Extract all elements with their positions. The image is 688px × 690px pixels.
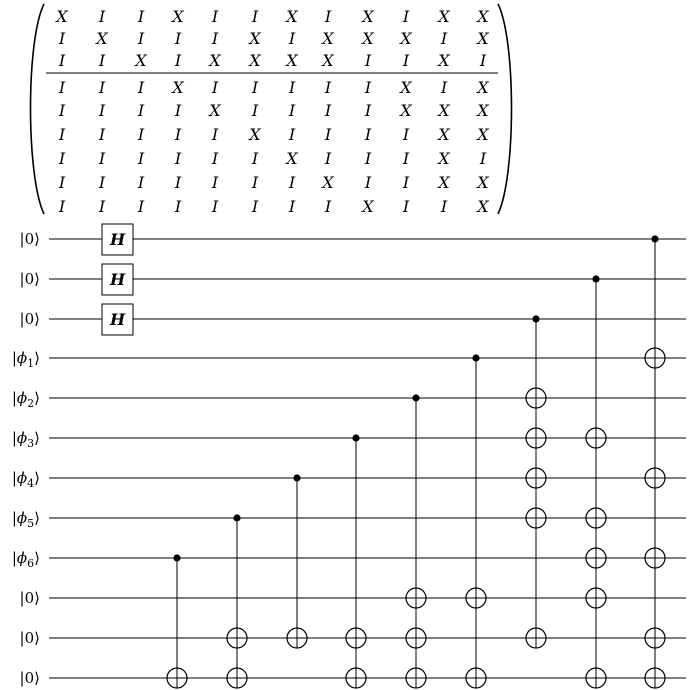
cnot-control-dot xyxy=(173,554,180,561)
matrix-entry: X xyxy=(438,173,450,192)
matrix-entry: I xyxy=(174,173,182,192)
matrix-entry: X xyxy=(438,101,450,120)
matrix-entry: X xyxy=(172,78,184,97)
matrix-entry: I xyxy=(440,197,448,216)
matrix-entry: X xyxy=(362,7,374,26)
matrix-entry: I xyxy=(440,29,448,48)
matrix-entry: I xyxy=(402,197,410,216)
cnot-control-dot xyxy=(412,394,419,401)
quantum-circuit xyxy=(12,224,686,688)
matrix-entry: I xyxy=(98,125,106,144)
matrix-entry: I xyxy=(98,78,106,97)
matrix-entry: I xyxy=(98,173,106,192)
matrix-entry: I xyxy=(364,125,372,144)
matrix-entry: I xyxy=(174,101,182,120)
cnot-control-dot xyxy=(293,474,300,481)
matrix-entry: I xyxy=(324,125,332,144)
matrix-entry: I xyxy=(137,149,145,168)
cnot-control-dot xyxy=(651,235,658,242)
matrix-entry: X xyxy=(477,7,489,26)
qubit-label: |0⟩ xyxy=(19,310,40,328)
qubit-label: $|\phi_5⟩$ xyxy=(11,509,40,530)
matrix-entry: I xyxy=(251,173,259,192)
matrix-entry: I xyxy=(402,173,410,192)
qubit-label: |0⟩ xyxy=(19,589,40,607)
matrix-entry: I xyxy=(251,149,259,168)
matrix-entry: X xyxy=(286,7,298,26)
matrix-entry: X xyxy=(400,29,412,48)
matrix-entry: X xyxy=(249,29,261,48)
matrix-entry: I xyxy=(324,101,332,120)
matrix-entry: X xyxy=(322,51,334,70)
matrix-entry: X xyxy=(438,125,450,144)
matrix-entry: I xyxy=(288,78,296,97)
matrix-entry: I xyxy=(288,101,296,120)
qubit-label: |0⟩ xyxy=(19,669,40,687)
qubit-label: |0⟩ xyxy=(19,230,40,248)
matrix-entry: I xyxy=(211,29,219,48)
cnot-control-dot xyxy=(352,434,359,441)
matrix-entry: I xyxy=(251,7,259,26)
matrix-entry: I xyxy=(440,78,448,97)
matrix-entry: X xyxy=(477,125,489,144)
matrix-entry: I xyxy=(58,149,66,168)
matrix-entry: X xyxy=(362,197,374,216)
matrix-entry: I xyxy=(174,125,182,144)
stabilizer-matrix xyxy=(31,4,512,216)
matrix-entry: X xyxy=(56,7,68,26)
qubit-label: |0⟩ xyxy=(19,629,40,647)
matrix-entry: I xyxy=(137,101,145,120)
matrix-entry: I xyxy=(364,173,372,192)
hadamard-label: H xyxy=(109,270,126,289)
matrix-entry: X xyxy=(438,149,450,168)
matrix-entry: I xyxy=(324,78,332,97)
matrix-entry: I xyxy=(288,173,296,192)
matrix-entry: I xyxy=(58,51,66,70)
matrix-entry: I xyxy=(364,78,372,97)
matrix-entry: I xyxy=(251,197,259,216)
matrix-entry: I xyxy=(58,29,66,48)
matrix-entry: I xyxy=(402,149,410,168)
qubit-label: |0⟩ xyxy=(19,270,40,288)
matrix-entry: I xyxy=(98,149,106,168)
matrix-entry: I xyxy=(211,197,219,216)
matrix-entry: I xyxy=(137,197,145,216)
matrix-entry: X xyxy=(209,101,221,120)
matrix-entry: I xyxy=(402,125,410,144)
matrix-entry: X xyxy=(209,51,221,70)
matrix-entry: I xyxy=(174,197,182,216)
matrix-entry: I xyxy=(288,125,296,144)
matrix-entry: X xyxy=(438,7,450,26)
matrix-entry: I xyxy=(324,7,332,26)
matrix-entry: X xyxy=(322,29,334,48)
matrix-entry: X xyxy=(477,29,489,48)
matrix-entry: I xyxy=(58,78,66,97)
matrix-entry: I xyxy=(288,29,296,48)
matrix-entry: I xyxy=(479,51,487,70)
qubit-label: $|\phi_2⟩$ xyxy=(11,389,40,410)
qubit-label: $|\phi_3⟩$ xyxy=(11,429,40,450)
matrix-entry: X xyxy=(400,78,412,97)
matrix-entry: I xyxy=(402,7,410,26)
matrix-left-paren xyxy=(31,4,45,214)
matrix-entry: I xyxy=(211,7,219,26)
matrix-entry: I xyxy=(211,149,219,168)
matrix-entry: I xyxy=(98,51,106,70)
matrix-entry: I xyxy=(98,197,106,216)
matrix-entry: I xyxy=(364,101,372,120)
matrix-entry: I xyxy=(402,51,410,70)
matrix-entry: X xyxy=(477,173,489,192)
matrix-entry: X xyxy=(477,101,489,120)
cnot-control-dot xyxy=(472,354,479,361)
matrix-entry: I xyxy=(58,101,66,120)
matrix-entry: X xyxy=(249,125,261,144)
matrix-entry: I xyxy=(58,197,66,216)
matrix-entry: X xyxy=(96,29,108,48)
matrix-entry: I xyxy=(98,7,106,26)
matrix-entry: I xyxy=(251,101,259,120)
matrix-entry: X xyxy=(362,29,374,48)
hadamard-label: H xyxy=(109,310,126,329)
matrix-entry: X xyxy=(249,51,261,70)
matrix-entry: I xyxy=(174,51,182,70)
matrix-entry: I xyxy=(211,78,219,97)
matrix-entry: X xyxy=(438,51,450,70)
matrix-entry: X xyxy=(322,173,334,192)
matrix-entry: I xyxy=(324,197,332,216)
matrix-entry: I xyxy=(324,149,332,168)
matrix-entry: I xyxy=(137,78,145,97)
matrix-entry: I xyxy=(137,125,145,144)
matrix-entry: I xyxy=(211,125,219,144)
matrix-entry: X xyxy=(172,7,184,26)
matrix-entry: I xyxy=(479,149,487,168)
matrix-entry: I xyxy=(174,29,182,48)
matrix-entry: I xyxy=(98,101,106,120)
matrix-entry: I xyxy=(211,173,219,192)
matrix-entry: X xyxy=(135,51,147,70)
hadamard-label: H xyxy=(109,230,126,249)
matrix-right-paren xyxy=(498,4,512,214)
matrix-entry: I xyxy=(137,173,145,192)
matrix-entry: I xyxy=(58,125,66,144)
cnot-control-dot xyxy=(592,275,599,282)
matrix-entry: X xyxy=(400,101,412,120)
matrix-entry: I xyxy=(58,173,66,192)
matrix-entry: I xyxy=(137,29,145,48)
matrix-entry: I xyxy=(364,51,372,70)
cnot-control-dot xyxy=(233,514,240,521)
matrix-entry: I xyxy=(364,149,372,168)
matrix-entry: I xyxy=(174,149,182,168)
matrix-entry: I xyxy=(288,197,296,216)
matrix-entry: X xyxy=(477,78,489,97)
matrix-entry: I xyxy=(251,78,259,97)
qubit-label: $|\phi_4⟩$ xyxy=(11,469,40,490)
matrix-entry: X xyxy=(286,51,298,70)
qubit-label: $|\phi_6⟩$ xyxy=(11,549,40,570)
matrix-entry: X xyxy=(286,149,298,168)
matrix-entry: I xyxy=(137,7,145,26)
cnot-control-dot xyxy=(532,315,539,322)
matrix-entry: X xyxy=(477,197,489,216)
qubit-label: $|\phi_1⟩$ xyxy=(11,349,40,370)
